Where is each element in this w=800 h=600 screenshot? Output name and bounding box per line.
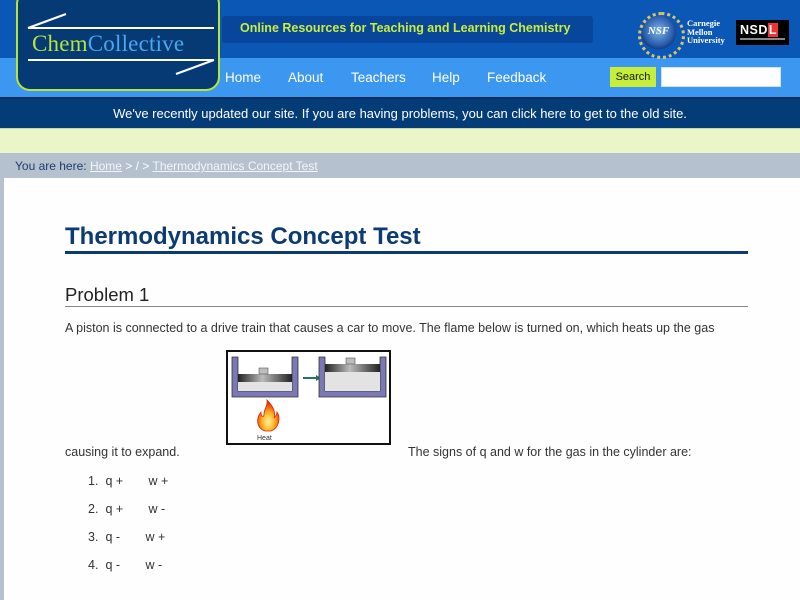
problem-intro: A piston is connected to a drive train that causes a car to move. The flame below is turned on, which heats up the gas: [65, 321, 715, 335]
breadcrumb-current-link[interactable]: Thermodynamics Concept Test: [152, 159, 318, 173]
search-input[interactable]: [661, 67, 781, 87]
search-button[interactable]: Search: [610, 67, 656, 87]
svg-text:Heat: Heat: [257, 435, 272, 442]
nav-feedback[interactable]: Feedback: [487, 70, 547, 85]
notice-text[interactable]: We've recently updated our site. If you are having problems, you can click here to get to the old site.: [113, 106, 687, 121]
chemcollective-logo[interactable]: [16, 0, 220, 91]
piston-expansion-icon: [228, 352, 389, 443]
nav-teachers[interactable]: Teachers: [351, 70, 406, 85]
nav-about[interactable]: About: [288, 70, 324, 85]
answer-option-1[interactable]: 1. q + w +: [88, 474, 169, 488]
question-text: The signs of q and w for the gas in the cylinder are:: [408, 445, 692, 459]
nav-home[interactable]: Home: [225, 70, 262, 85]
nsf-logo[interactable]: NSF: [641, 15, 676, 50]
answer-option-2[interactable]: 2. q + w -: [88, 502, 166, 516]
spacer-band: [0, 128, 800, 153]
answer-option-3[interactable]: 3. q - w +: [88, 530, 166, 544]
problem-intro-continued: causing it to expand.: [65, 445, 180, 459]
nav-help[interactable]: Help: [432, 70, 460, 85]
breadcrumb-home-link[interactable]: Home: [89, 159, 122, 173]
logo-text: ChemCollective: [32, 31, 185, 56]
title-divider: [65, 251, 748, 254]
site-tagline: Online Resources for Teaching and Learning Chemistry: [240, 21, 571, 35]
page-title: Thermodynamics Concept Test: [65, 223, 421, 250]
nsdl-logo[interactable]: NSDL: [736, 20, 789, 45]
cmu-logo[interactable]: Carnegie Mellon University: [687, 18, 725, 45]
piston-diagram: [226, 350, 391, 445]
answer-option-4[interactable]: 4. q - w -: [88, 558, 163, 572]
site-notice-banner[interactable]: [0, 97, 800, 128]
breadcrumb-trail: You are here: Home > / > Thermodynamics Concept Test: [15, 159, 318, 173]
problem-heading: Problem 1: [65, 284, 150, 305]
problem-divider: [65, 306, 748, 307]
